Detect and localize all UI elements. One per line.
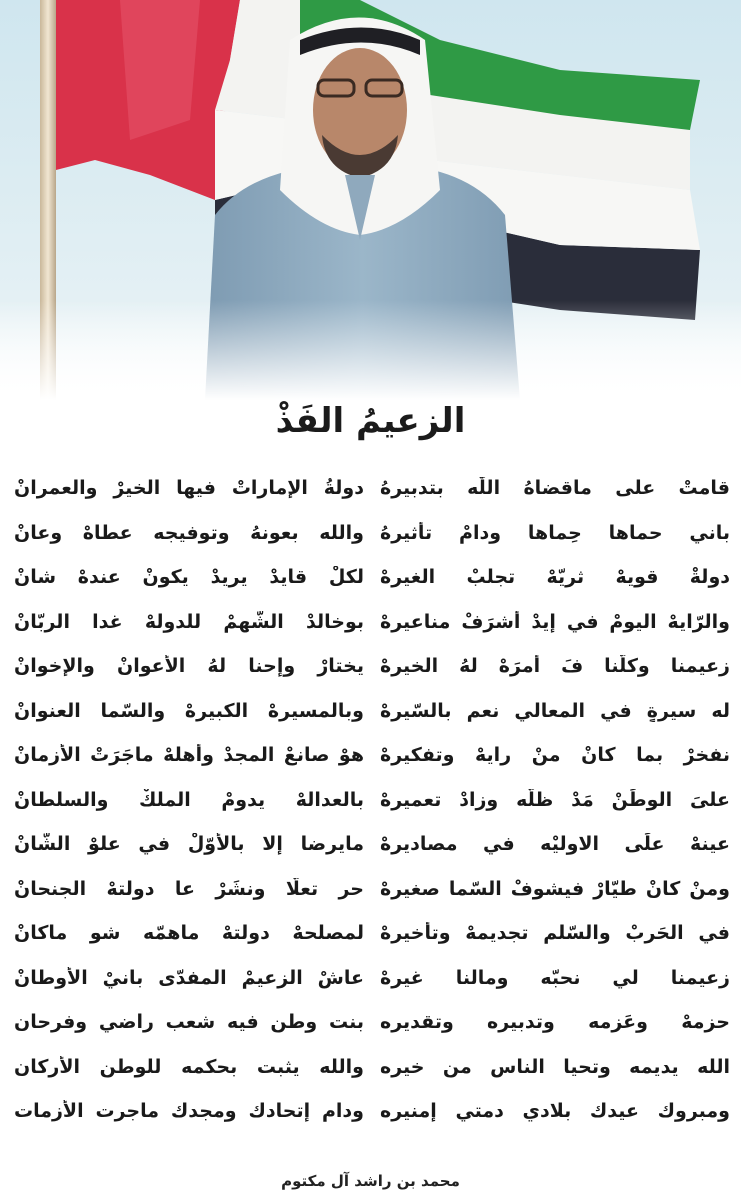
verse-second-hemistich: حرٍ تعلّا ونشَرْ عا دولتهْ الجنحانْ bbox=[14, 877, 364, 900]
verse bbox=[14, 466, 730, 511]
verse-first-hemistich: دولةْ قويهْ ثريّهْ تجلبْ الغيرهْ bbox=[380, 566, 730, 589]
poem-author: محمد بن راشد آل مكتوم bbox=[281, 1172, 460, 1190]
verse-second-hemistich: والله بعونهُ وتوفيجه عطاهْ وعانْ bbox=[14, 521, 364, 544]
header-image bbox=[0, 0, 741, 400]
verse-first-hemistich: قامتْ على ماقضاهُ اللّٰه بتدبيرهُ bbox=[380, 477, 730, 500]
verse-first-hemistich: الله يديمه وتحيا الناس من خيره bbox=[380, 1055, 730, 1078]
verse-second-hemistich: لكلْ قايدْ يريدْ يكونْ عندهْ شانْ bbox=[14, 566, 364, 589]
verse bbox=[14, 1045, 730, 1090]
verse bbox=[14, 733, 730, 778]
verse-first-hemistich: ومنْ كانْ طيّارْ فيشوفْ السّما صغيرهْ bbox=[380, 877, 730, 900]
verse-second-hemistich: مايرضا إلا بالأوّلْ في علوْ الشّانْ bbox=[14, 833, 364, 856]
verse bbox=[14, 822, 730, 867]
verse-second-hemistich: والله يثبت بحكمه للوطن الأركان bbox=[14, 1055, 364, 1078]
verse-first-hemistich: والرّايهْ اليومْ في إيدْ أشرَفْ مناعيرهْ bbox=[380, 610, 730, 633]
verse-first-hemistich: نفخرْ بما كانْ منْ رايهْ وتفكيرهْ bbox=[380, 744, 730, 767]
verse-second-hemistich: دولةُ الإماراتْ فيها الخيرْ والعمرانْ bbox=[14, 477, 364, 500]
verse-first-hemistich: زعيمنا لي نحبّه ومالنا غيرهْ bbox=[380, 966, 730, 989]
verse-second-hemistich: بنت وطن فيه شعب راضي وفرحان bbox=[14, 1011, 364, 1034]
poem-title: الزعيمُ الفَذْ bbox=[275, 401, 466, 441]
verse-first-hemistich: له سيرةٍ في المعالي نعم بالسّيرهْ bbox=[380, 699, 730, 722]
verse bbox=[14, 911, 730, 956]
verse-first-hemistich: عينهْ علَى الاوليْه في مصاديرهْ bbox=[380, 833, 730, 856]
verse bbox=[14, 778, 730, 823]
verse-second-hemistich: لمصلحهْ دولتهْ ماهمّه شو ماكانْ bbox=[14, 922, 364, 945]
verse-second-hemistich: ودام إتحادك ومجدك ماجرت الأزمات bbox=[14, 1100, 364, 1123]
verse-second-hemistich: بوخالدْ الشّهمْ للدولهْ غدا الربّانْ bbox=[14, 610, 364, 633]
verse-first-hemistich: علىَ الوطَنْ مَدْ ظلّه وزادْ تعميرهْ bbox=[380, 788, 730, 811]
verse bbox=[14, 511, 730, 556]
verse bbox=[14, 867, 730, 912]
verse-first-hemistich: في الحَربْ والسّلم تجديمهْ وتأخيرهْ bbox=[380, 922, 730, 945]
verse bbox=[14, 956, 730, 1001]
verse-first-hemistich: باني حماها حِماها ودامْ تأثيرهُ bbox=[380, 521, 730, 544]
verse-second-hemistich: وبالمسيرهْ الكبيرهْ والسّما العنوانْ bbox=[14, 699, 364, 722]
verse bbox=[14, 1000, 730, 1045]
verse-second-hemistich: عاشْ الزعيمْ المفدّى بانيْ الأوطانْ bbox=[14, 966, 364, 989]
verse bbox=[14, 1089, 730, 1134]
verse-first-hemistich: حزمهْ وعَزمه وتدبيره وتقديره bbox=[380, 1011, 730, 1034]
verse bbox=[14, 600, 730, 645]
verse-second-hemistich: هوْ صانعْ المجدْ وأهلهْ ماجَرَتْ الأزمانْ bbox=[14, 744, 364, 767]
verse-second-hemistich: بالعدالهْ يدومْ الملكْ والسلطانْ bbox=[14, 788, 364, 811]
verse bbox=[14, 689, 730, 734]
verse-first-hemistich: ومبروك عيدك بلادي دمتي إمنيره bbox=[380, 1100, 730, 1123]
verse-second-hemistich: يختارْ وإحنا لهُ الأعوانْ والإخوانْ bbox=[14, 655, 364, 678]
verse bbox=[14, 555, 730, 600]
flag-portrait-illustration bbox=[0, 0, 741, 400]
verse-first-hemistich: زعيمنا وكلّنا فَ أمرَهْ لهُ الخيرهْ bbox=[380, 655, 730, 678]
poem-verses bbox=[14, 466, 730, 1134]
verse bbox=[14, 644, 730, 689]
